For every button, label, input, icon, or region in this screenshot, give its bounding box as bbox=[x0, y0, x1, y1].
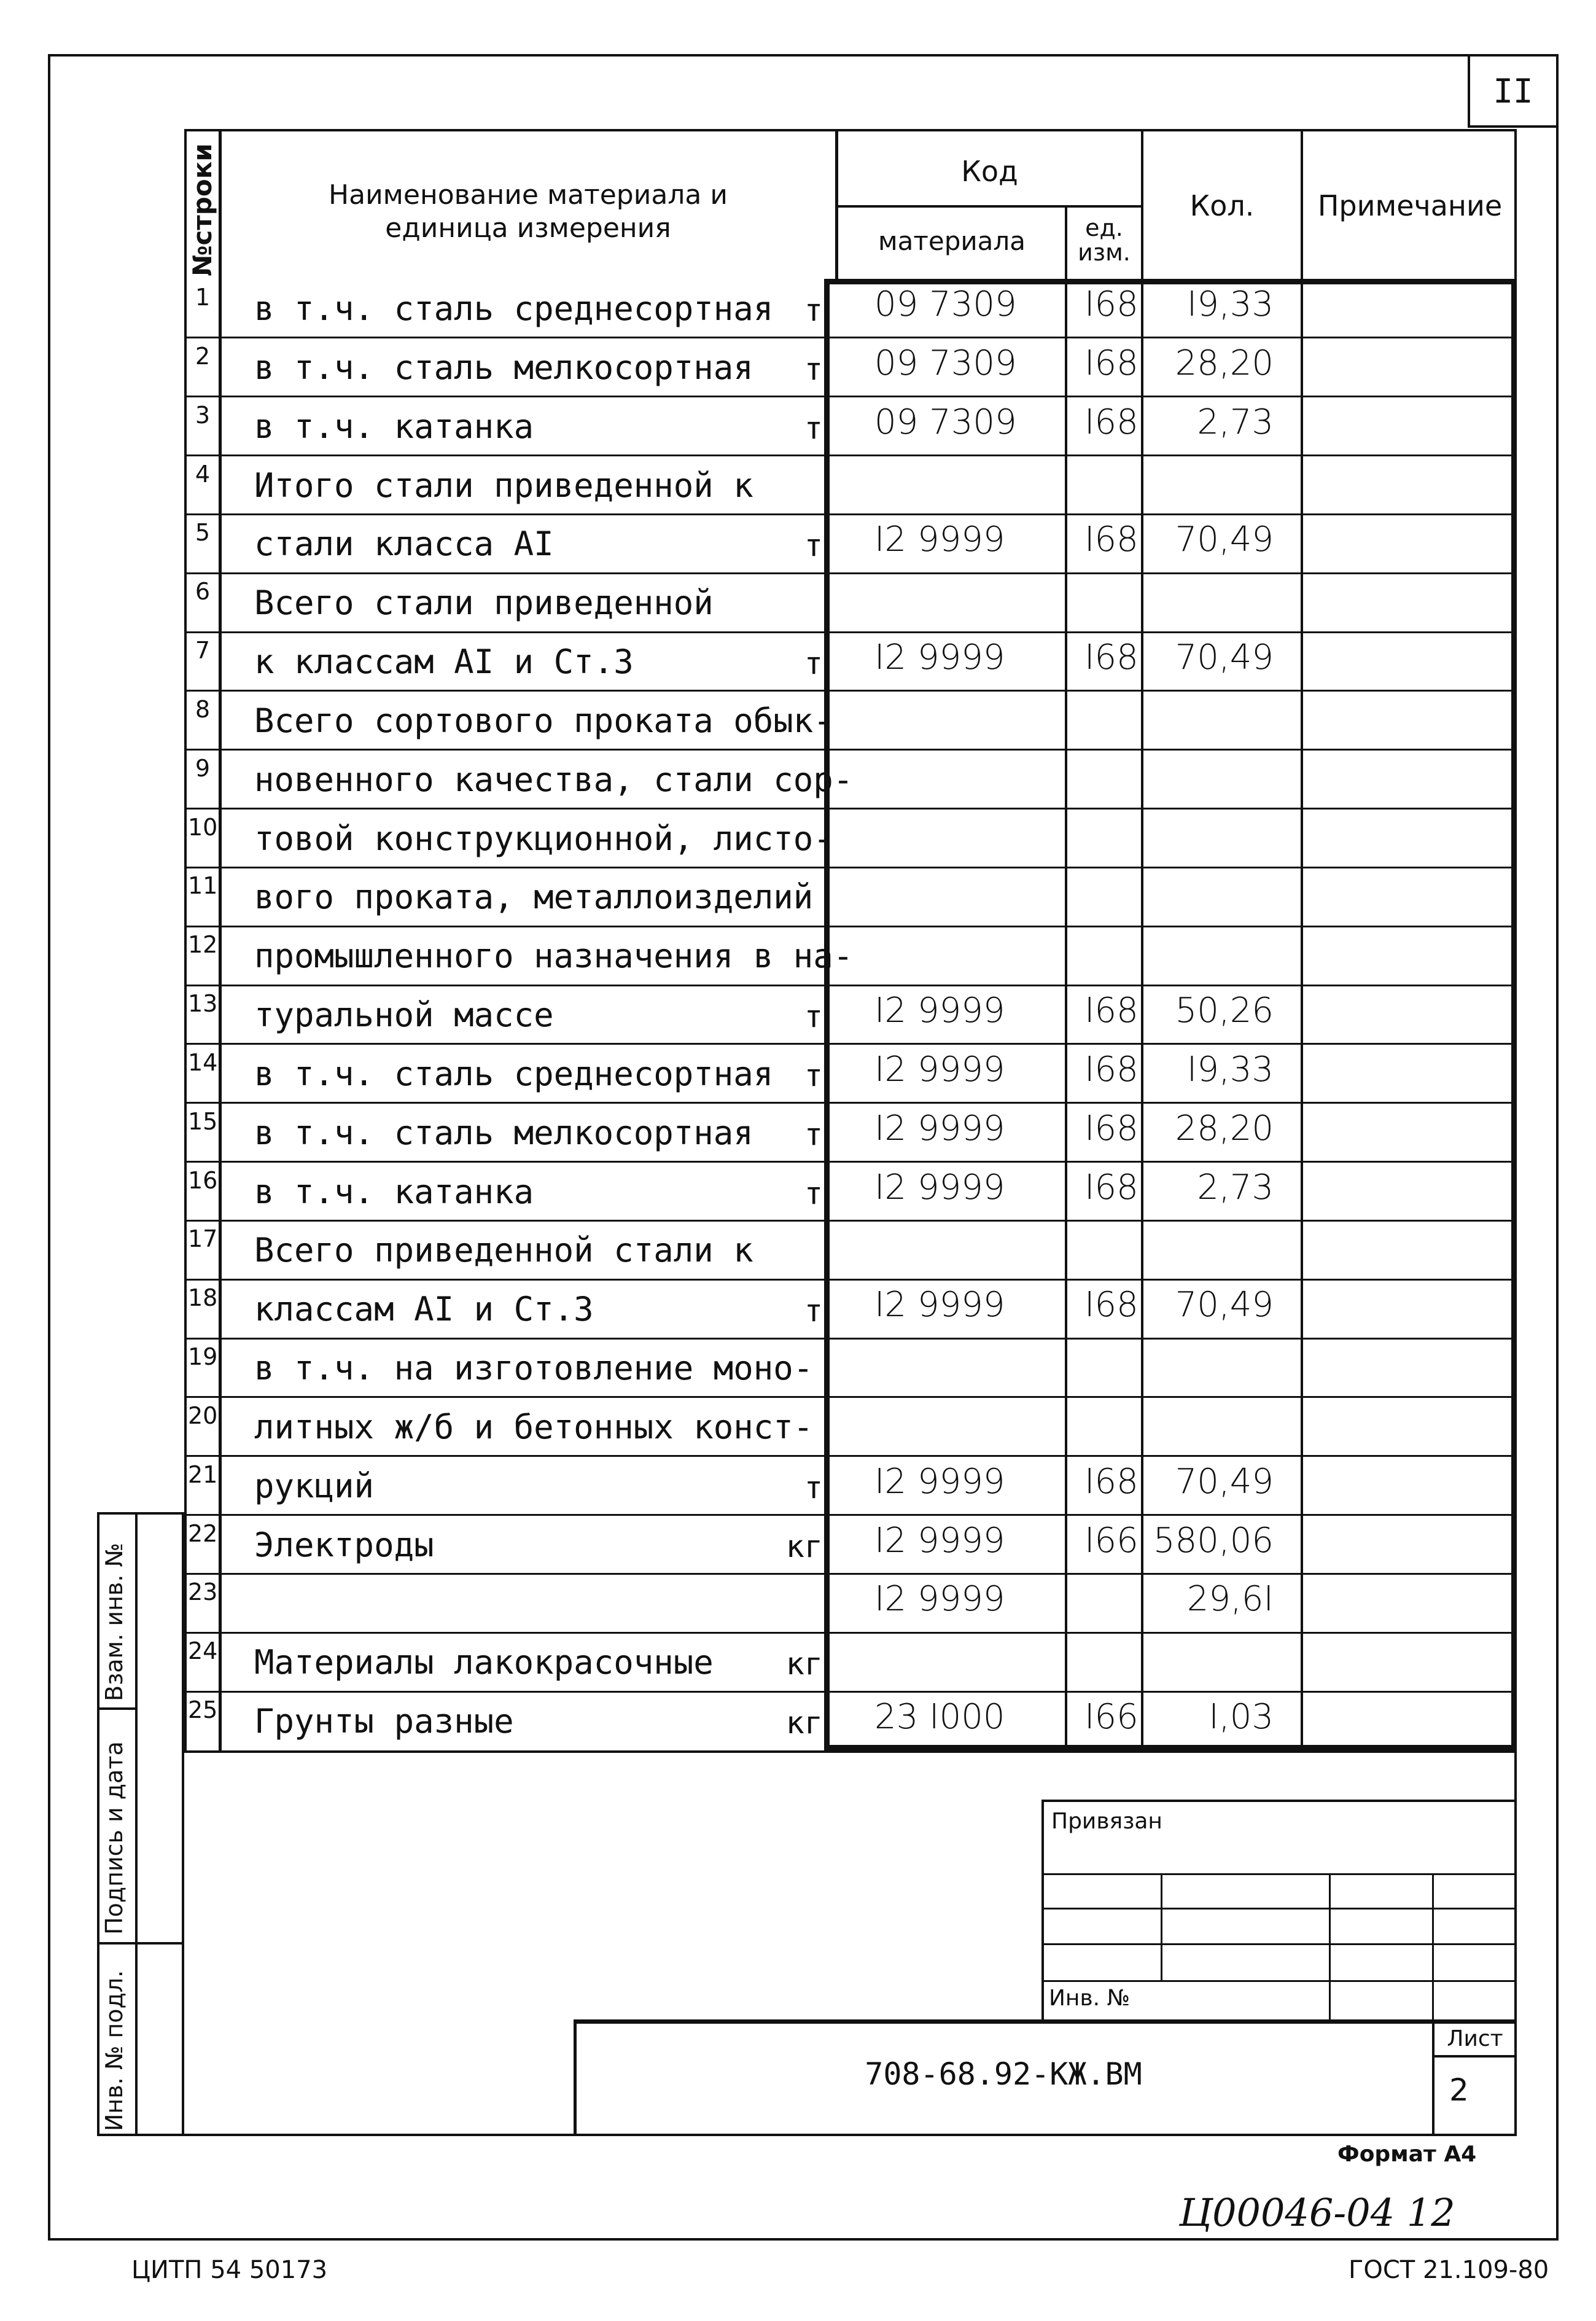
header-quantity: Кол. bbox=[1189, 189, 1255, 222]
header-row-number: №строки bbox=[187, 143, 217, 276]
header-code-material: материала bbox=[878, 226, 1026, 256]
sheet-box-left bbox=[1432, 2021, 1434, 2136]
row-number: 16 bbox=[188, 1166, 218, 1194]
header-name-line1: Наименование материала и bbox=[329, 179, 728, 211]
row-material-code: I2 9999 bbox=[874, 1520, 1005, 1561]
row-quantity: 28,20 bbox=[1175, 1108, 1274, 1149]
row-separator bbox=[184, 1396, 1517, 1398]
row-material-name: в т.ч. сталь мелкосортная bbox=[254, 348, 753, 387]
row-material-code: I2 9999 bbox=[874, 991, 1005, 1031]
document-code: 708-68.92-КЖ.ВМ bbox=[865, 2056, 1142, 2092]
row-material-code: 23 I000 bbox=[874, 1697, 1005, 1738]
row-material-name: Материалы лакокрасочные bbox=[254, 1643, 714, 1682]
row-separator bbox=[184, 337, 1517, 338]
row-number: 13 bbox=[188, 990, 218, 1018]
side-stamp-inner-line bbox=[135, 1512, 138, 2136]
inv-no-label: Инв. № bbox=[1049, 1986, 1131, 2011]
row-separator bbox=[184, 513, 1517, 515]
row-number: 25 bbox=[188, 1696, 218, 1724]
row-unit: т bbox=[804, 646, 823, 682]
row-material-name: Всего сортового проката обык- bbox=[254, 701, 833, 740]
col-line-unit-code bbox=[1065, 205, 1067, 1750]
row-number: 14 bbox=[188, 1048, 218, 1076]
row-material-name: туральной массе bbox=[254, 996, 554, 1035]
side-stamp-podpis-data: Подпись и дата bbox=[101, 1741, 128, 1935]
row-material-code: 09 7309 bbox=[874, 343, 1017, 383]
bottom-right-gost: ГОСТ 21.109-80 bbox=[1349, 2256, 1549, 2284]
row-separator bbox=[184, 1279, 1517, 1281]
row-number: 4 bbox=[195, 460, 211, 488]
row-quantity: I,03 bbox=[1209, 1697, 1274, 1738]
row-separator bbox=[184, 690, 1517, 692]
row-material-name: Всего приведенной стали к bbox=[254, 1231, 753, 1270]
side-stamp-divider-1 bbox=[97, 1707, 138, 1710]
row-quantity: I9,33 bbox=[1186, 1049, 1274, 1090]
row-unit-code: I68 bbox=[1084, 1285, 1139, 1325]
header-code-unit-line1: ед. bbox=[1085, 214, 1123, 241]
row-number: 15 bbox=[188, 1107, 218, 1135]
row-unit: кг bbox=[785, 1705, 823, 1741]
header-note: Примечание bbox=[1317, 189, 1503, 222]
privyazan-h2 bbox=[1041, 1908, 1516, 1909]
row-material-name: рукций bbox=[254, 1466, 375, 1505]
privyazan-v2 bbox=[1329, 1873, 1331, 2021]
row-material-code: 09 7309 bbox=[874, 402, 1017, 442]
row-material-name: в т.ч. сталь среднесортная bbox=[254, 289, 774, 328]
row-unit-code: I68 bbox=[1084, 402, 1139, 442]
row-separator bbox=[184, 454, 1517, 456]
row-material-name: в т.ч. сталь среднесортная bbox=[254, 1054, 774, 1093]
row-material-name: в т.ч. катанка bbox=[254, 1172, 534, 1211]
privyazan-label: Привязан bbox=[1051, 1809, 1162, 1834]
row-unit: т bbox=[804, 1293, 823, 1329]
row-unit: т bbox=[804, 1057, 823, 1093]
row-material-code: I2 9999 bbox=[874, 1461, 1005, 1502]
row-material-name: в т.ч. катанка bbox=[254, 407, 534, 446]
side-stamp-inv-podl: Инв. № подл. bbox=[101, 1970, 128, 2131]
row-material-name: классам AI и Ст.3 bbox=[254, 1290, 594, 1329]
row-unit-code: I68 bbox=[1084, 1049, 1139, 1090]
privyazan-h4 bbox=[1041, 1980, 1516, 1982]
row-quantity: 2,73 bbox=[1197, 402, 1274, 442]
row-number: 6 bbox=[195, 578, 211, 606]
row-number: 2 bbox=[195, 342, 211, 370]
row-unit-code: I68 bbox=[1084, 1167, 1139, 1207]
row-unit-code: I68 bbox=[1084, 520, 1139, 560]
row-unit: т bbox=[804, 1469, 823, 1505]
row-separator bbox=[184, 396, 1517, 397]
row-quantity: 29,6I bbox=[1186, 1579, 1274, 1620]
row-unit-code: I66 bbox=[1084, 1520, 1139, 1561]
row-separator bbox=[184, 1338, 1517, 1340]
row-separator bbox=[184, 1102, 1517, 1104]
row-unit: кг bbox=[785, 1528, 823, 1564]
row-material-name: Электроды bbox=[254, 1525, 434, 1564]
row-quantity: 50,26 bbox=[1175, 991, 1274, 1031]
privyazan-h1 bbox=[1041, 1873, 1516, 1875]
row-separator bbox=[184, 1043, 1517, 1045]
header-name-line2: единица измерения bbox=[385, 213, 671, 244]
row-number: 20 bbox=[188, 1402, 218, 1429]
row-number: 22 bbox=[188, 1519, 218, 1547]
row-number: 9 bbox=[195, 754, 211, 782]
row-separator bbox=[184, 1220, 1517, 1222]
row-unit-code: I68 bbox=[1084, 638, 1139, 678]
row-unit: т bbox=[804, 292, 823, 328]
row-material-name: Грунты разные bbox=[254, 1702, 514, 1741]
bottom-left-code: ЦИТП 54 50173 bbox=[131, 2256, 328, 2284]
privyazan-v3 bbox=[1432, 1873, 1434, 2021]
row-quantity: 580,06 bbox=[1153, 1520, 1274, 1561]
row-separator bbox=[184, 1573, 1517, 1575]
row-material-name: товой конструкционной, листо- bbox=[254, 819, 833, 858]
row-unit: т bbox=[804, 410, 823, 446]
row-unit: т bbox=[804, 1175, 823, 1211]
row-number: 21 bbox=[188, 1461, 218, 1488]
row-separator bbox=[184, 1161, 1517, 1163]
row-separator bbox=[184, 985, 1517, 986]
header-code: Код bbox=[961, 155, 1018, 188]
col-line-note bbox=[1301, 129, 1303, 1750]
row-material-code: I2 9999 bbox=[874, 1285, 1005, 1325]
row-number: 23 bbox=[188, 1578, 218, 1606]
row-number: 17 bbox=[188, 1225, 218, 1253]
row-number: 8 bbox=[195, 695, 211, 723]
col-line-rownum bbox=[219, 129, 222, 1750]
row-number: 24 bbox=[188, 1637, 218, 1665]
row-unit-code: I68 bbox=[1084, 284, 1139, 324]
row-material-code: I2 9999 bbox=[874, 520, 1005, 560]
corner-sheet-number: II bbox=[1493, 72, 1533, 111]
row-quantity: 28,20 bbox=[1175, 343, 1274, 383]
row-material-code: I2 9999 bbox=[874, 1579, 1005, 1620]
row-material-code: I2 9999 bbox=[874, 1049, 1005, 1090]
row-material-name: новенного качества, стали сор- bbox=[254, 760, 854, 799]
row-quantity: 70,49 bbox=[1175, 1461, 1274, 1502]
row-number: 19 bbox=[188, 1343, 218, 1371]
row-unit-code: I68 bbox=[1084, 1461, 1139, 1502]
row-material-name: литных ж/б и бетонных конст- bbox=[254, 1407, 814, 1446]
row-separator bbox=[184, 1632, 1517, 1634]
privyazan-v1 bbox=[1161, 1873, 1162, 1981]
row-material-code: I2 9999 bbox=[874, 638, 1005, 678]
row-unit: т bbox=[804, 1116, 823, 1152]
row-separator bbox=[184, 808, 1517, 809]
row-material-name: к классам AI и Ст.3 bbox=[254, 642, 634, 682]
row-material-name: Итого стали приведенной к bbox=[254, 466, 753, 505]
row-unit-code: I68 bbox=[1084, 1108, 1139, 1149]
row-separator bbox=[184, 1455, 1517, 1457]
row-number: 5 bbox=[195, 519, 211, 547]
side-stamp-vzam-inv: Взам. инв. № bbox=[101, 1542, 128, 1701]
row-material-name: промышленного назначения в на- bbox=[254, 937, 854, 976]
sheet-value: 2 bbox=[1449, 2072, 1469, 2108]
privyazan-h3 bbox=[1041, 1943, 1516, 1945]
row-material-name: стали класса AI bbox=[254, 525, 554, 564]
row-material-code: 09 7309 bbox=[874, 284, 1017, 324]
row-unit-code: I68 bbox=[1084, 991, 1139, 1031]
row-unit-code: I66 bbox=[1084, 1697, 1139, 1738]
sheet-box-divider bbox=[1432, 2055, 1516, 2058]
row-unit-code: I68 bbox=[1084, 343, 1139, 383]
row-number: 3 bbox=[195, 401, 211, 429]
header-code-unit-line2: изм. bbox=[1078, 239, 1131, 266]
sheet-label: Лист bbox=[1447, 2026, 1503, 2051]
row-material-name: Всего стали приведенной bbox=[254, 583, 714, 623]
row-material-code: I2 9999 bbox=[874, 1167, 1005, 1207]
row-separator bbox=[184, 631, 1517, 633]
row-separator bbox=[184, 867, 1517, 868]
row-material-name: в т.ч. на изготовление моно- bbox=[254, 1349, 814, 1388]
row-quantity: 70,49 bbox=[1175, 520, 1274, 560]
row-number: 1 bbox=[195, 284, 211, 311]
row-quantity: 70,49 bbox=[1175, 1285, 1274, 1325]
header-code-divider bbox=[835, 205, 1143, 208]
row-material-code: I2 9999 bbox=[874, 1108, 1005, 1149]
row-separator bbox=[184, 749, 1517, 751]
row-unit: т bbox=[804, 351, 823, 387]
handwritten-archive-number: Ц00046-04 12 bbox=[1179, 2190, 1455, 2235]
row-quantity: 70,49 bbox=[1175, 638, 1274, 678]
row-unit: т bbox=[804, 999, 823, 1035]
format-label: Формат А4 bbox=[1337, 2142, 1477, 2167]
row-separator bbox=[184, 1514, 1517, 1516]
row-number: 12 bbox=[188, 931, 218, 959]
row-material-name: вого проката, металлоизделий bbox=[254, 878, 814, 917]
row-number: 10 bbox=[188, 813, 218, 841]
row-separator bbox=[184, 572, 1517, 574]
row-material-name: в т.ч. сталь мелкосортная bbox=[254, 1113, 753, 1152]
title-block-top bbox=[184, 1750, 1517, 1753]
row-number: 7 bbox=[195, 637, 211, 665]
col-line-name bbox=[835, 129, 838, 279]
row-unit: т bbox=[804, 528, 823, 564]
row-quantity: 2,73 bbox=[1197, 1167, 1274, 1207]
row-unit: кг bbox=[785, 1646, 823, 1682]
row-quantity: I9,33 bbox=[1186, 284, 1274, 324]
row-separator bbox=[184, 926, 1517, 927]
row-number: 11 bbox=[188, 872, 218, 900]
row-separator bbox=[184, 1691, 1517, 1693]
row-number: 18 bbox=[188, 1284, 218, 1312]
side-stamp-divider-2 bbox=[97, 1942, 184, 1945]
